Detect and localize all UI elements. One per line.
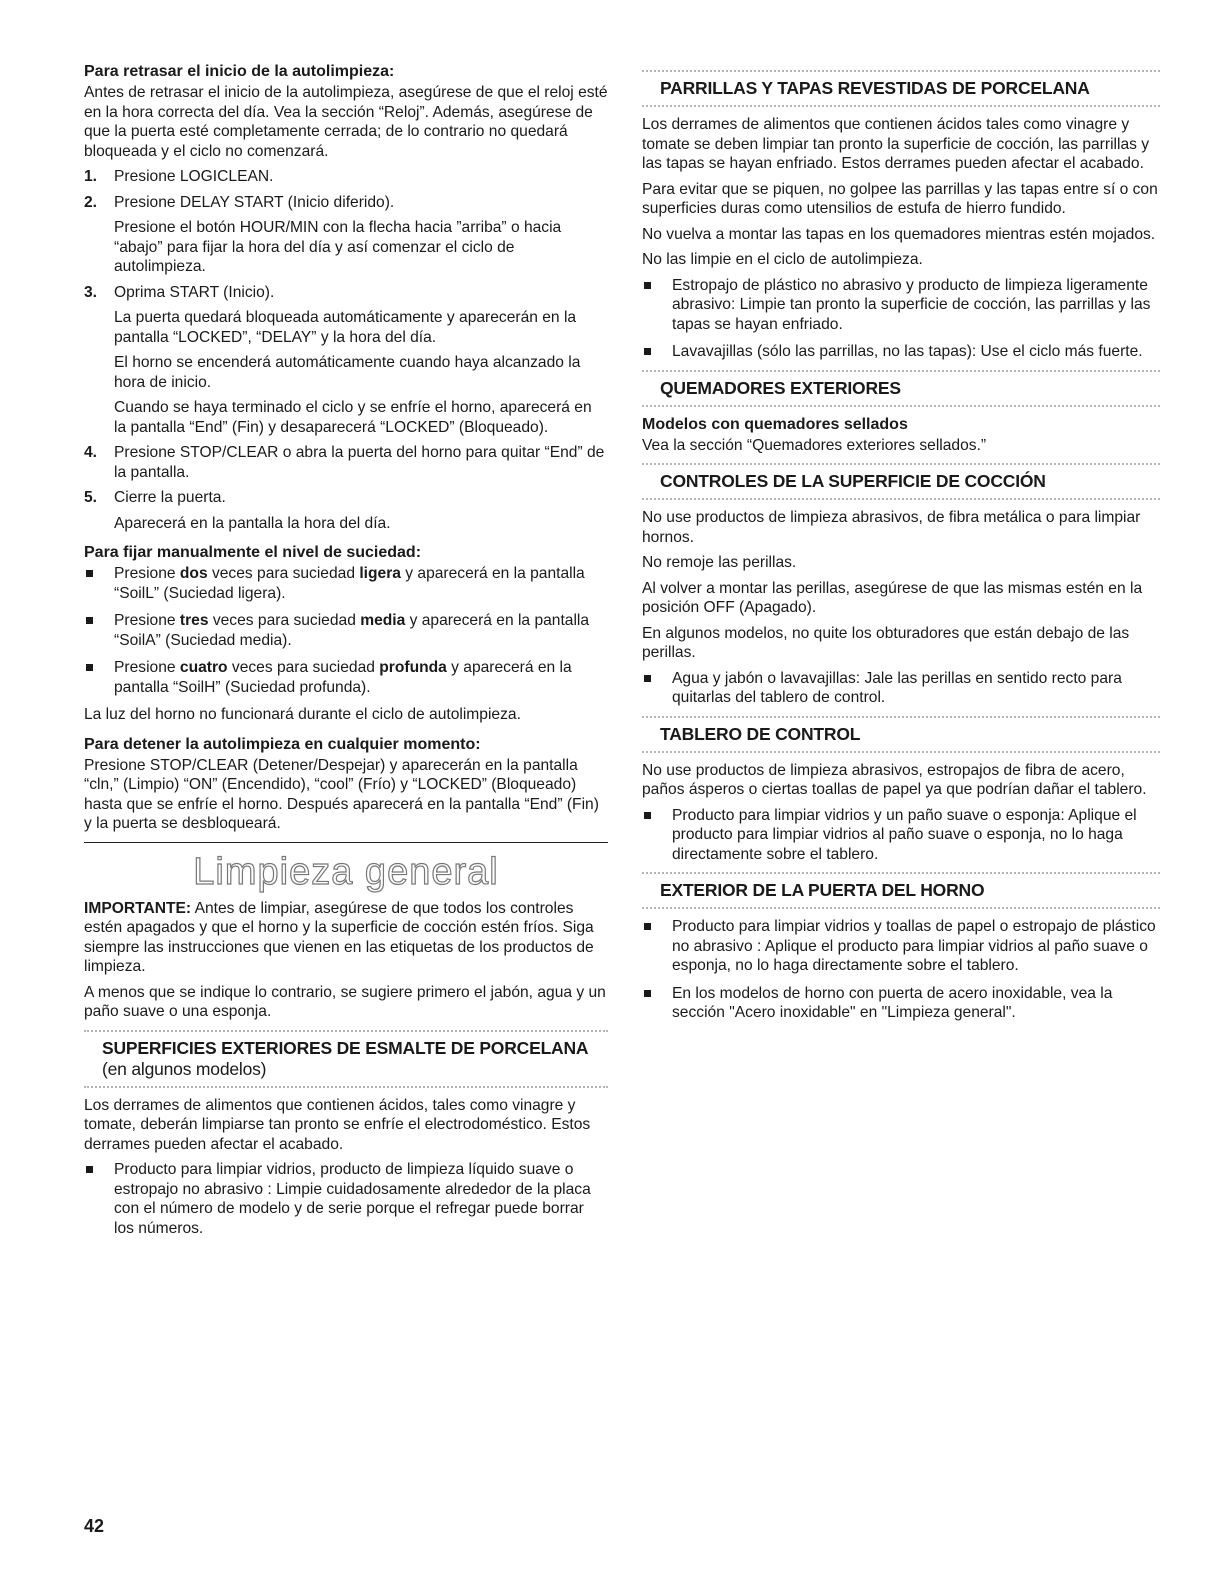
soil-item <box>84 611 608 650</box>
list-item <box>642 342 1160 362</box>
step-detail: El horno se encenderá automáticamente cuando haya alcanzado la hora de inicio. <box>114 354 581 391</box>
step-item <box>84 193 608 277</box>
left-column <box>84 56 608 1246</box>
general-cleaning-title: Limpieza general <box>193 850 499 893</box>
grates-heading-box <box>642 70 1160 107</box>
dotted-rule <box>642 498 1160 500</box>
panel-heading: TABLERO DE CONTROL <box>660 723 861 744</box>
dotted-rule <box>642 70 1160 72</box>
paragraph: Los derrames de alimentos que contienen ácidos tales como vinagre y tomate se deben limpiar tan pronto la superficie de cocción, las parrillas y las tapas se hayan enfriado. Estos derrames pueden afectar el acabado. <box>642 116 1150 172</box>
step-item <box>84 283 608 438</box>
step-detail: Cuando se haya terminado el ciclo y se enfríe el horno, aparecerá en la pantalla “End” (Fin) y desaparecerá “LOCKED” (Bloqueado). <box>114 399 592 436</box>
controls-paragraphs <box>642 508 1160 663</box>
bullet-icon <box>86 617 93 624</box>
stop-text: Presione STOP/CLEAR (Detener/Despejar) y aparecerán en la pantalla “cln,” (Limpio) “ON” (Encendido), “cool” (Frío) y “LOCKED” (Bloqueado) hasta que se enfríe el horno. Después aparecerá en la pantalla “End” (Fin) y la puerta se desbloqueará. <box>84 756 599 832</box>
list-item-text: Producto para limpiar vidrios y un paño suave o esponja: Aplique el producto para limpiar vidrios al paño suave o esponja, no lo haga directamente sobre el tablero. <box>672 806 1137 863</box>
list-item <box>642 669 1160 708</box>
bullet-icon <box>644 923 651 930</box>
soil-text: Presione <box>114 612 180 629</box>
dotted-rule <box>642 405 1160 407</box>
step-number: 3. <box>84 283 98 301</box>
step-detail: La puerta quedará bloqueada automáticamente y aparecerán en la pantalla “LOCKED”, “DELAY” y la hora del día. <box>114 309 577 346</box>
important-text: Antes de limpiar, asegúrese de que todos los controles estén apagados y que el horno y la superficie de cocción estén fríos. Siga siempre las instrucciones que vienen en las etiquetas de los productos de limpieza. <box>84 899 594 975</box>
grates-paragraphs <box>642 115 1160 270</box>
right-column <box>642 56 1160 1031</box>
paragraph: En algunos modelos, no quite los obturadores que están debajo de las perillas. <box>642 624 1130 661</box>
step-text: Presione STOP/CLEAR o abra la puerta del horno para quitar “End” de la pantalla. <box>114 444 605 481</box>
enamel-heading-box <box>84 1030 608 1088</box>
soil-text: y aparecerá en la pantalla “SoilL” (Suciedad ligera). <box>114 565 585 602</box>
dotted-rule <box>642 872 1160 874</box>
bullet-icon <box>644 282 651 289</box>
list-item <box>642 917 1160 976</box>
controls-list <box>642 669 1160 708</box>
bullet-icon <box>644 990 651 997</box>
step-text: Presione LOGICLEAN. <box>114 168 274 185</box>
burners-heading: QUEMADORES EXTERIORES <box>660 377 901 398</box>
soil-list <box>84 564 608 697</box>
dotted-rule <box>642 751 1160 753</box>
paragraph: No vuelva a montar las tapas en los quemadores mientras estén mojados. <box>642 225 1156 243</box>
delay-intro: Antes de retrasar el inicio de la autolimpieza, asegúrese de que el reloj esté en la hora correcta del día. Vea la sección “Reloj”. Además, asegúrese de que la puerta esté completamente cerrada; de lo contrario no quedará bloqueada y el ciclo no comenzará. <box>84 84 608 160</box>
dotted-rule <box>84 1030 608 1032</box>
step-text: Cierre la puerta. <box>114 489 226 506</box>
dotted-rule <box>642 463 1160 465</box>
enamel-heading-bold: SUPERFICIES EXTERIORES DE ESMALTE DE PORCELANA <box>102 1037 589 1058</box>
paragraph: Al volver a montar las perillas, asegúrese de que las mismas estén en la posición OFF (Apagado). <box>642 579 1143 616</box>
soil-text: y aparecerá en la pantalla “SoilH” (Suciedad profunda). <box>114 659 572 696</box>
soil-level: ligera <box>359 565 401 582</box>
important-paragraph <box>84 899 608 977</box>
list-item-text: En los modelos de horno con puerta de acero inoxidable, vea la sección "Acero inoxidable" en "Limpieza general". <box>672 984 1113 1021</box>
soil-item <box>84 564 608 603</box>
enamel-list <box>84 1160 608 1238</box>
grates-list <box>642 276 1160 362</box>
section-divider <box>84 842 608 843</box>
step-item <box>84 443 608 482</box>
soil-text: veces para suciedad <box>207 565 360 582</box>
soil-level: profunda <box>379 659 447 676</box>
grates-heading: PARRILLAS Y TAPAS REVESTIDAS DE PORCELANA <box>660 78 1090 98</box>
soil-heading: Para fijar manualmente el nivel de suciedad: <box>84 544 422 561</box>
list-item-text: Agua y jabón o lavavajillas: Jale las perillas en sentido recto para quitarlas del tablero de control. <box>672 669 1122 706</box>
dotted-rule <box>642 105 1160 107</box>
list-item <box>642 984 1160 1023</box>
list-item-text: Producto para limpiar vidrios, producto de limpieza líquido suave o estropajo no abrasivo : Limpie cuidadosamente alrededor de la placa con el número de modelo y de serie porque el refregar puede borrar los números. <box>114 1161 591 1237</box>
step-text: Oprima START (Inicio). <box>114 283 275 301</box>
soil-text: Presione <box>114 659 180 676</box>
stop-heading: Para detener la autolimpieza en cualquier momento: <box>84 735 481 753</box>
burners-heading-box <box>642 370 1160 407</box>
bullet-icon <box>644 348 651 355</box>
default-cleaning-text: A menos que se indique lo contrario, se sugiere primero el jabón, agua y un paño suave o una esponja. <box>84 983 606 1020</box>
bullet-icon <box>86 1166 93 1173</box>
paragraph: No remoje las perillas. <box>642 554 797 571</box>
panel-heading-box <box>642 716 1160 753</box>
soil-text: Presione <box>114 565 180 582</box>
paragraph: Para evitar que se piquen, no golpee las parrillas y las tapas entre sí o con superficies duras como utensilios de estufa de hierro fundido. <box>642 180 1158 217</box>
dotted-rule <box>642 907 1160 909</box>
panel-list <box>642 806 1160 865</box>
soil-level: media <box>360 612 406 629</box>
bullet-icon <box>86 570 93 577</box>
bullet-icon <box>86 664 93 671</box>
enamel-heading-note: (en algunos modelos) <box>102 1058 267 1079</box>
soil-count: tres <box>179 612 209 629</box>
burners-text: Vea la sección “Quemadores exteriores sellados.” <box>642 436 987 454</box>
door-heading-box <box>642 872 1160 909</box>
list-item <box>642 276 1160 335</box>
soil-item <box>84 658 608 697</box>
step-item <box>84 167 608 187</box>
soil-count: dos <box>179 565 208 582</box>
step-detail: Aparecerá en la pantalla la hora del día. <box>114 514 391 532</box>
step-detail: Presione el botón HOUR/MIN con la flecha hacia ”arriba” o hacia “abajo” para fijar la hora del día y así comenzar el ciclo de autolimpieza. <box>114 219 562 275</box>
delay-steps <box>84 167 608 533</box>
enamel-text: Los derrames de alimentos que contienen ácidos, tales como vinagre y tomate, deberán limpiarse tan pronto se enfríe el electrodoméstico. Estos derrames pueden afectar el acabado. <box>84 1096 591 1153</box>
dotted-rule <box>84 1086 608 1088</box>
panel-text: No use productos de limpieza abrasivos, estropajos de fibra de acero, paños ásperos o ciertas toallas de papel ya que podrían dañar el tablero. <box>642 761 1147 798</box>
door-heading: EXTERIOR DE LA PUERTA DEL HORNO <box>660 880 985 900</box>
list-item-text: Estropajo de plástico no abrasivo y producto de limpieza ligeramente abrasivo: Limpie tan pronto la superficie de cocción, las parrillas y las tapas se hayan enfriado. <box>672 276 1151 333</box>
step-number: 1. <box>84 168 98 185</box>
important-label: IMPORTANTE: <box>84 899 192 917</box>
soil-text: y aparecerá en la pantalla “SoilA” (Suciedad media). <box>114 612 590 649</box>
paragraph: No las limpie en el ciclo de autolimpieza. <box>642 251 923 268</box>
dotted-rule <box>642 716 1160 718</box>
burners-subheading: Modelos con quemadores sellados <box>642 415 908 433</box>
dotted-rule <box>642 370 1160 372</box>
page-number: 42 <box>84 1516 105 1536</box>
paragraph: No use productos de limpieza abrasivos, de fibra metálica o para limpiar hornos. <box>642 509 1141 546</box>
bullet-icon <box>644 675 651 682</box>
soil-note: La luz del horno no funcionará durante el ciclo de autolimpieza. <box>84 706 521 723</box>
step-text: Presione DELAY START (Inicio diferido). <box>114 193 395 211</box>
list-item <box>84 1160 608 1238</box>
soil-text: veces para suciedad <box>208 612 361 629</box>
door-list <box>642 917 1160 1023</box>
controls-heading-box <box>642 463 1160 500</box>
step-number: 4. <box>84 444 98 461</box>
step-number: 2. <box>84 193 98 211</box>
step-number: 5. <box>84 489 98 506</box>
list-item-text: Lavavajillas (sólo las parrillas, no las tapas): Use el ciclo más fuerte. <box>672 343 1143 360</box>
enamel-heading <box>84 1038 608 1080</box>
step-item <box>84 488 608 533</box>
bullet-icon <box>644 812 651 819</box>
delay-heading: Para retrasar el inicio de la autolimpieza: <box>84 63 395 80</box>
list-item-text: Producto para limpiar vidrios y toallas de papel o estropajo de plástico no abrasivo : Aplique el producto para limpiar vidrios al paño suave o esponja, no lo haga directamente sobre el tablero. <box>672 918 1156 974</box>
soil-count: cuatro <box>179 659 228 676</box>
controls-heading: CONTROLES DE LA SUPERFICIE DE COCCIÓN <box>660 471 1046 491</box>
list-item <box>642 806 1160 865</box>
soil-text: veces para suciedad <box>227 659 380 676</box>
